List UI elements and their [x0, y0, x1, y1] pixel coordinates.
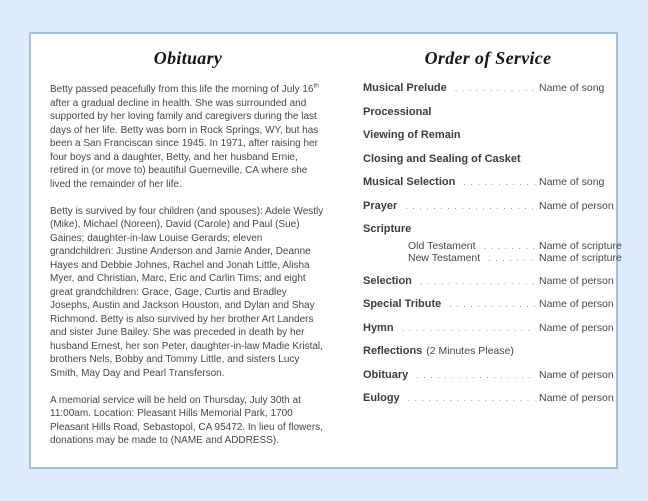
service-label: Musical Selection [363, 176, 456, 188]
service-label: Processional [363, 105, 432, 118]
service-label: Scripture [363, 223, 412, 235]
service-row-musical-prelude [363, 83, 613, 94]
obituary-p1-text: Betty passed peacefully from this life the morning of July 16 [50, 84, 314, 95]
obituary-paragraph-3: A memorial service will be held on Thursday, July 30th at 11:00am. Location: Pleasant Hills Memorial Park, 1700 Pleasant Hills Road, Sebastopol, CA 95472. In lieu of flowers, donations may be made to (NAME and ADDRESS). [50, 394, 323, 446]
obituary-title: Obituary [153, 48, 223, 68]
dot-leader [405, 201, 535, 212]
service-label: Musical Prelude [363, 82, 447, 94]
obituary-paragraph-1 [50, 83, 326, 191]
service-label: Prayer [363, 199, 398, 212]
service-note: (2 Minutes Please) [426, 345, 514, 357]
obituary-p1-continued: after a gradual decline in health. She was surrounded and supported by her loving family and caregivers during the last days of her life. Betty was born in Rock Springs, WY, but has been a San Franciscan since 1945. In 1971, after raising her four boys and a daughter, Betty, and her husband Ernie, retired in (or move to) beautiful Guerneville, CA where she lived the remainder of her life. [50, 97, 319, 190]
service-row-hymn [363, 323, 613, 334]
scripture-sub-label: Old Testament [408, 239, 476, 252]
order-of-service-title: Order of Service [424, 48, 552, 68]
service-label: Closing and Sealing of Casket [363, 152, 521, 165]
service-label: Obituary [363, 368, 409, 381]
scripture-sub-list [363, 239, 622, 276]
scripture-sub-row-new-testament [363, 252, 622, 264]
service-label: Reflections [363, 345, 423, 357]
scripture-sub-row-old-testament [363, 239, 622, 252]
program-sheet [29, 32, 622, 469]
ordinal-superscript: th [313, 82, 319, 90]
obituary-paragraph-2: Betty is survived by four children (and spouses): Adele Westly (Mike), Michael (Noreen), David (Carole) and Paul (Sue) Gaines; daughter-in-law Louise Gerards; eleven grandchildren: Justine Anderson and Jamie Ander, Deanne Hayes and Debbie Johnes, Rachel and Jonah Little, Alisha Myer, and Christian, Marc, Eric and Carlin Tims; and eight great grandchildren: Grace, Gage, Curtis and Bradley Josephs, Austin and Jackson Houston, and Dylan and Shay Richmond. Betty is also survived by her brother Art Landers and sister June Bailey. She was preceded in death by her husband Ernest, her son Peter, daughter-in-law Madie Kristal, brothers Nels, Bobby and Tommy Little, and sisters Lucy Smith, May Day and Pearl Transferson. [50, 205, 324, 379]
dot-leader [463, 177, 535, 188]
service-row-viewing-of-remain [363, 130, 613, 141]
service-value: Name of person [539, 368, 614, 381]
service-row-prayer [363, 201, 613, 212]
service-value: Name of person [539, 392, 614, 404]
order-of-service-column [363, 34, 622, 467]
service-label: Selection [363, 274, 412, 287]
service-label: Hymn [363, 321, 394, 334]
service-value: Name of scripture [539, 239, 622, 252]
service-row-eulogy [363, 393, 613, 404]
service-value: Name of person [539, 274, 614, 287]
service-value: Name of person [539, 199, 614, 212]
dot-leader [449, 299, 535, 310]
dot-leader [488, 253, 535, 264]
obituary-column [50, 34, 326, 467]
service-label: Eulogy [363, 392, 400, 404]
service-row-closing-casket [363, 154, 613, 165]
service-item-list [363, 82, 622, 404]
service-value: Name of song [539, 82, 605, 94]
service-value: Name of person [539, 298, 614, 310]
obituary-text [50, 83, 326, 448]
dot-leader [484, 241, 535, 252]
dot-leader [408, 393, 535, 404]
dot-leader [455, 83, 535, 94]
service-value: Name of song [539, 176, 605, 188]
service-value: Name of person [539, 321, 614, 334]
service-label: Special Tribute [363, 298, 442, 310]
service-row-obituary [363, 370, 613, 381]
service-row-musical-selection [363, 177, 613, 188]
dot-leader [416, 370, 535, 381]
service-row-reflections [363, 346, 613, 357]
service-row-special-tribute [363, 299, 613, 310]
scripture-sub-label: New Testament [408, 252, 481, 264]
service-row-scripture [363, 224, 613, 235]
service-row-processional [363, 107, 613, 118]
service-value: Name of scripture [539, 252, 622, 264]
dot-leader [402, 323, 535, 334]
dot-leader [420, 276, 535, 287]
spacer [363, 266, 613, 276]
service-label: Viewing of Remain [363, 129, 461, 141]
service-row-selection [363, 276, 613, 287]
